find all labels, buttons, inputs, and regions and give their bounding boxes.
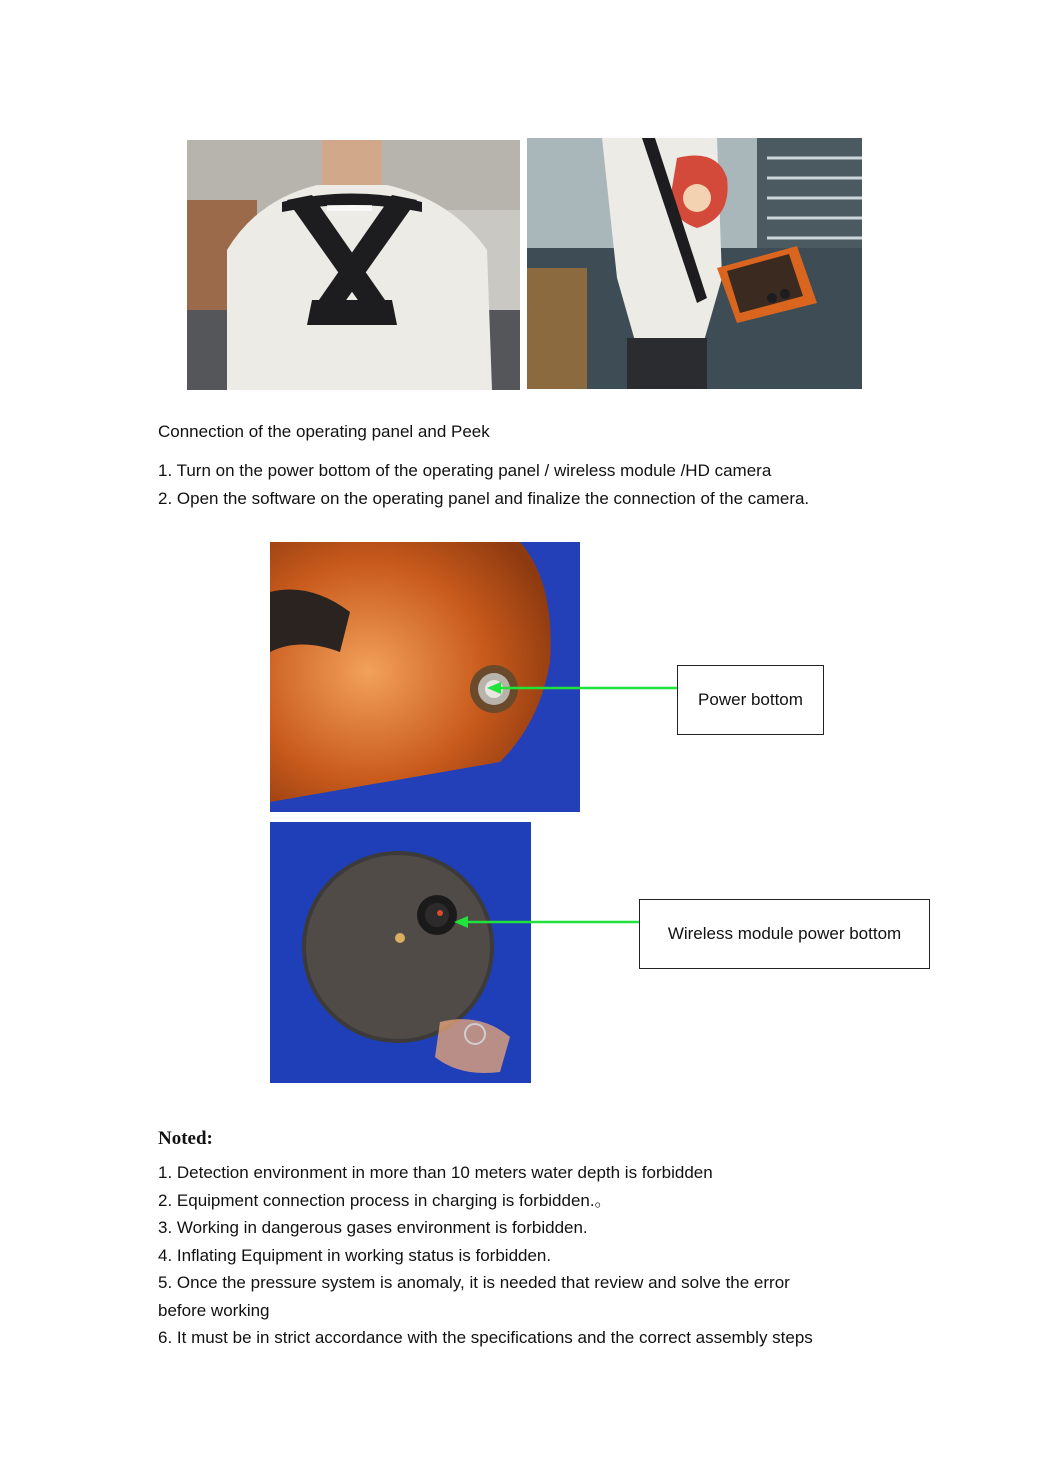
wireless-arrow bbox=[454, 912, 641, 932]
step-item: 1. Turn on the power bottom of the operating panel / wireless module /HD camera bbox=[158, 461, 772, 480]
wireless-module-photo bbox=[270, 822, 531, 1083]
note-item: 6. It must be in strict accordance with the specifications and the correct assembly steps bbox=[158, 1328, 813, 1347]
section-heading: Connection of the operating panel and Peek bbox=[158, 422, 490, 441]
power-bottom-callout: Power bottom bbox=[677, 665, 824, 735]
panel-power-button-photo bbox=[270, 542, 580, 812]
note-item: 5. Once the pressure system is anomaly, it is needed that review and solve the error bbox=[158, 1273, 790, 1292]
note-item: 4. Inflating Equipment in working status is forbidden. bbox=[158, 1246, 552, 1265]
power-arrow bbox=[487, 678, 679, 698]
step-item: 2. Open the software on the operating panel and finalize the connection of the camera. bbox=[158, 489, 810, 508]
notes-title: Noted: bbox=[158, 1128, 213, 1149]
harness-back-photo bbox=[187, 140, 520, 390]
note-item-continuation: before working bbox=[158, 1301, 270, 1320]
wireless-power-bottom-callout: Wireless module power bottom bbox=[639, 899, 930, 969]
note-item: 1. Detection environment in more than 10 meters water depth is forbidden bbox=[158, 1163, 713, 1182]
note-item: 2. Equipment connection process in charging is forbidden.。 bbox=[158, 1191, 612, 1210]
note-item: 3. Working in dangerous gases environment is forbidden. bbox=[158, 1218, 588, 1237]
carry-panel-photo bbox=[527, 138, 862, 389]
